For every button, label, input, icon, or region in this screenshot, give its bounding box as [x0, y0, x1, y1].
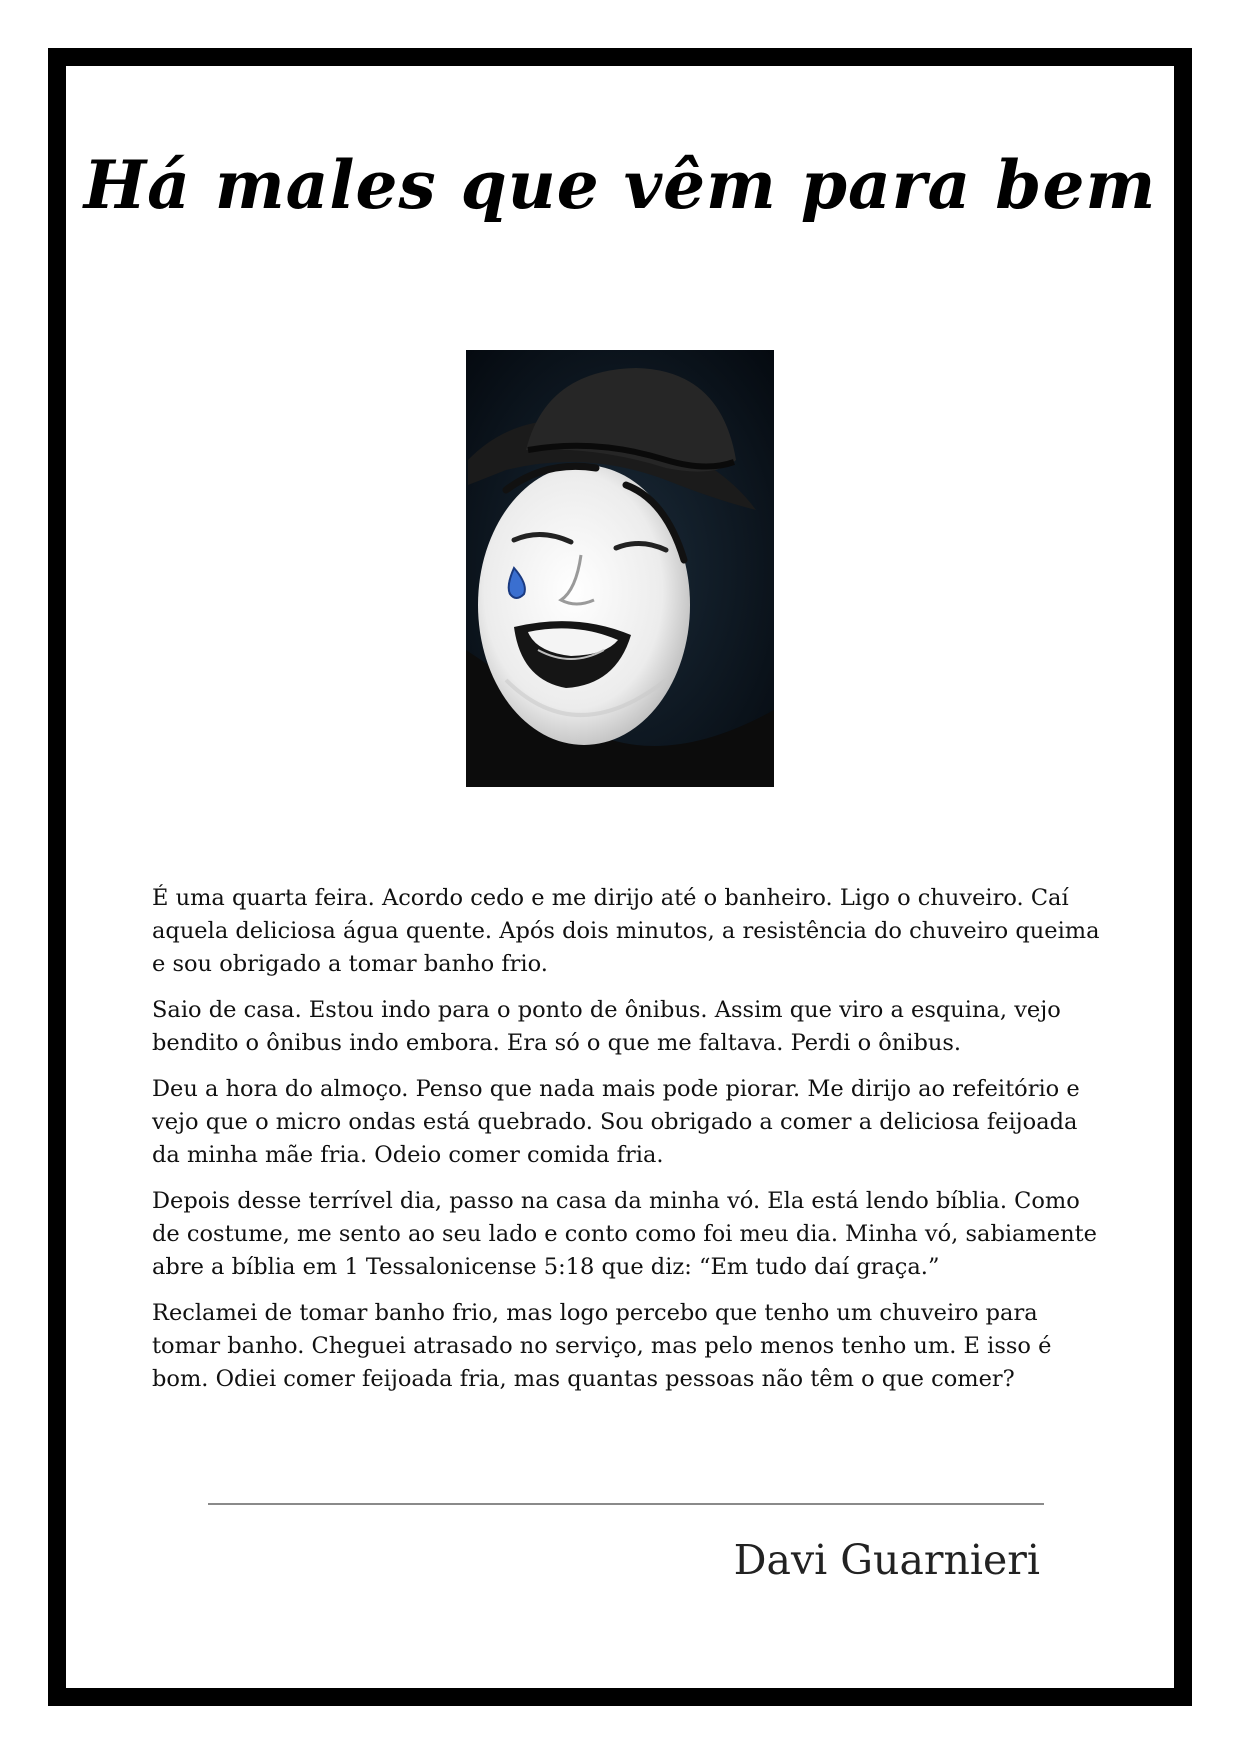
story-paragraph: Saio de casa. Estou indo para o ponto de ônibus. Assim que viro a esquina, vejo bendito o ônibus indo embora. Era só o que me faltava. Perdi o ônibus.	[152, 997, 1061, 1056]
story-paragraph: Depois desse terrível dia, passo na casa da minha vó. Ela está lendo bíblia. Como de costume, me sento ao seu lado e conto como foi meu dia. Minha vó, sabiamente abre a bíblia em 1 Tessalonicense 5:18 que diz: “Em tudo daí graça.”	[152, 1188, 1097, 1280]
mime-photo	[466, 350, 774, 787]
page-border-frame	[48, 48, 1192, 1706]
story-paragraph: Deu a hora do almoço. Penso que nada mais pode piorar. Me dirijo ao refeitório e vejo que o micro ondas está quebrado. Sou obrigado a comer a deliciosa feijoada da minha mãe fria. Odeio comer comida fria.	[152, 1076, 1080, 1168]
signature-divider	[208, 1503, 1044, 1505]
story-body	[152, 882, 1102, 1409]
author-name: Davi Guarnieri	[733, 1536, 1040, 1584]
story-paragraph: É uma quarta feira. Acordo cedo e me dirijo até o banheiro. Ligo o chuveiro. Caí aquela deliciosa água quente. Após dois minutos, a resistência do chuveiro queima e sou obrigado a tomar banho frio.	[152, 885, 1100, 977]
story-paragraph: Reclamei de tomar banho frio, mas logo percebo que tenho um chuveiro para tomar banho. Cheguei atrasado no serviço, mas pelo menos tenho um. E isso é bom. Odiei comer feijoada fria, mas quantas pessoas não têm o que comer?	[152, 1300, 1052, 1392]
crying-mime-icon	[466, 350, 774, 787]
page-title: Há males que vêm para bem	[83, 146, 1157, 224]
